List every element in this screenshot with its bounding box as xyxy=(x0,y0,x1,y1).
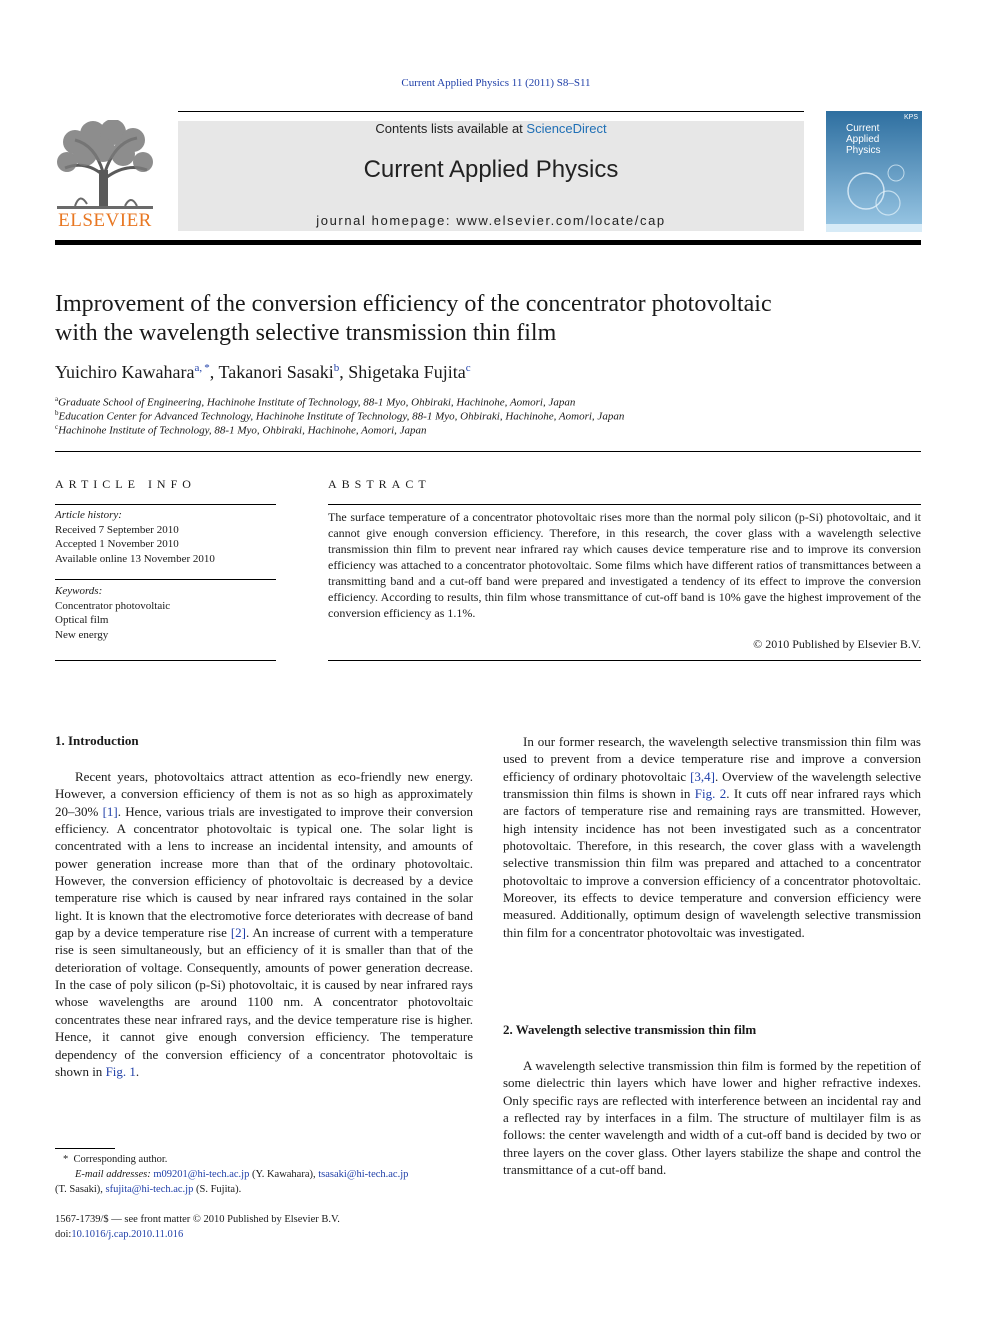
journal-cover xyxy=(826,111,922,232)
cover-title-line1: Current xyxy=(846,123,880,134)
journal-citation[interactable]: Current Applied Physics 11 (2011) S8–S11 xyxy=(401,77,591,89)
abstract-bottom-rule xyxy=(328,660,921,661)
article-info-bottom-rule xyxy=(55,660,276,661)
online-date: Available online 13 November 2010 xyxy=(55,552,215,565)
accepted-date: Accepted 1 November 2010 xyxy=(55,538,179,550)
section-2-paragraph-1: A wavelength selective transmission thin film is formed by the repetition of some dielectric thin layers which have lower and higher refractive indexes. Only specific rays are reflected with interference between an incidental ray and a reflected ray by interfaces in a film. The structure of multilayer film is as follows: the center wavelength and width of a cut-off band is decided by two or three layers on the cover glass. Other layers stabilize the shape and control the transmittance of a cut-off band. xyxy=(503,1058,921,1178)
section-1-heading: 1. Introduction xyxy=(55,733,139,748)
keywords-label: Keywords: xyxy=(55,585,103,597)
issn-line: 1567-1739/$ — see front matter © 2010 Published by Elsevier B.V. xyxy=(55,1214,340,1225)
author-name: Shigetaka Fujita xyxy=(348,362,466,382)
intro-text: . It cuts off near infrared rays which are factors of temperature rise and remaining rays are transmitted. However, high intensity incidence has not been investigated such as a concentrator photovoltaic. Therefore, in this research, the cover glass with a wavelength selective transmission thin film was prepared and attached to a concentrator photovoltaic to improve a conversion efficiency of a concentrator photovoltaic. Moreover, its effects to device temperature and conversion efficiency were measured. Additionally, optimum design of wavelength selective transmission thin film for a concentrator photovoltaic was investigated. xyxy=(503,786,922,940)
doi-label: doi: xyxy=(55,1229,72,1240)
paper-title-line2: with the wavelength selective transmission thin film xyxy=(55,320,557,346)
divider-top xyxy=(55,451,921,452)
elsevier-logo xyxy=(55,120,155,232)
abstract-text: The surface temperature of a concentrator photovoltaic rises more than the normal poly silicon (p-Si) photovoltaic, and it cannot give enough conversion efficiency. Therefore, in this research, the cover glass with a wavelength selective transmission thin film to prevent near infrared ray which causes device temperature rise and to improve its conversion efficiency was attached to a concentrator photovoltaic. Some films which have different ratios of transmittances between a transmitting band and a cut-off band were prepared and investigated a tendency of its effect to improve the conversion efficiency. According to results, thin film whose transmittance of cut-off band is 10% gave the highest improvement of the conversion efficiency as 1.1%. xyxy=(328,510,921,620)
email-owner: (S. Fujita). xyxy=(195,1184,242,1195)
abstract-rule xyxy=(328,504,921,505)
paper-title xyxy=(55,290,921,348)
keyword-item: Concentrator photovoltaic xyxy=(55,599,171,612)
email-label: E-mail addresses: xyxy=(75,1169,151,1180)
affiliation-text: Education Center for Advanced Technology, Hachinohe Institute of Technology, 88-1 Myo, Ohbiraki, Hachinohe, Aomori, Japan xyxy=(58,410,625,423)
affiliation-c xyxy=(55,423,921,437)
affiliation-text: Graduate School of Engineering, Hachinohe Institute of Technology, 88-1 Myo, Ohbiraki, Hachinohe, Aomori, Japan xyxy=(58,396,576,409)
keywords-block xyxy=(55,584,276,642)
intro-text: Recent years, photovoltaics attract attention as eco-friendly new energy. However, a conversion efficiency of them is not as so high as approximately 20–30% xyxy=(55,769,473,819)
intro-text: . An increase of current with a temperature rise is seen simultaneously, but an efficiency of it is smaller than that of the deterioration of voltage. Consequently, amounts of power generation decrease. In the case of poly silicon (p-Si) photovoltaic, it is caused by near infrared rays whose wavelengths are around 1100 nm. A concentrator photovoltaic concentrates these near infrared rays, and the device temperature rise is higher. Hence, it cannot give enough conversion efficiency. The temperature dependency of the conversion efficiency of a concentrator photovoltaic is shown in xyxy=(55,925,473,1079)
affiliation-b xyxy=(55,409,921,423)
email-owner: (Y. Kawahara), xyxy=(251,1169,316,1180)
article-info-heading: ARTICLE INFO xyxy=(55,477,196,491)
author-name: Yuichiro Kawahara xyxy=(55,362,195,382)
corresponding-author-label: Corresponding author. xyxy=(73,1154,168,1165)
author-affiliation-mark[interactable]: b xyxy=(333,362,340,374)
paper-title-line1: Improvement of the conversion efficiency of the concentrator photovoltaic xyxy=(55,291,772,317)
intro-text: . Hence, various trials are investigated to improve their conversion efficiency. A concentrator photovoltaic is typical one. The solar light is concentrated with a lens to increase an incidental intensity, and amounts of power generation increase more than that of the ordinary photovoltaic. However, the conversion efficiency of photovoltaic is decreased by a device temperature rise which is caused by near infrared rays contained in the solar light. It is known that the electromotive force deteriorates with decrease of band gap by a device temperature rise xyxy=(55,803,473,941)
abstract-copyright: © 2010 Published by Elsevier B.V. xyxy=(753,637,921,651)
fig-link-2[interactable]: Fig. 2 xyxy=(694,786,727,802)
keyword-item: Optical film xyxy=(55,614,109,626)
affiliation-mark: c xyxy=(55,423,59,431)
article-info-rule xyxy=(55,504,276,505)
front-matter xyxy=(55,1212,475,1242)
author-affiliation-mark[interactable]: c xyxy=(465,362,471,374)
cover-title-line2: Applied xyxy=(846,134,880,145)
author-affiliation-mark[interactable]: a, * xyxy=(194,362,210,374)
abstract-heading: ABSTRACT xyxy=(328,477,431,491)
footnote-star: * xyxy=(63,1154,69,1165)
journal-homepage[interactable]: journal homepage: www.elsevier.com/locate/cap xyxy=(316,213,666,228)
contents-prefix: Contents lists available at xyxy=(375,121,527,136)
history-label: Article history: xyxy=(55,509,122,521)
affiliation-mark: a xyxy=(55,395,59,403)
email-link[interactable]: sfujita@hi-tech.ac.jp xyxy=(105,1184,194,1195)
received-date: Received 7 September 2010 xyxy=(55,523,179,536)
elsevier-wordmark: ELSEVIER xyxy=(58,210,152,231)
cover-title-line3: Physics xyxy=(846,145,881,156)
email-owner: (T. Sasaki), xyxy=(55,1184,103,1195)
ref-link-1[interactable]: [1] xyxy=(102,803,118,819)
author-name: Takanori Sasaki xyxy=(218,362,334,382)
affiliation-text: Hachinohe Institute of Technology, 88-1 Myo, Ohbiraki, Hachinohe, Aomori, Japan xyxy=(58,424,427,437)
ref-link-3-4[interactable]: [3,4] xyxy=(690,768,715,784)
footnote-rule xyxy=(55,1148,115,1149)
section-2-heading: 2. Wavelength selective transmission thin film xyxy=(503,1022,757,1037)
intro-text: . Overview of the wavelength selective transmission thin films is shown in xyxy=(503,768,921,802)
contents-line xyxy=(178,121,804,136)
author-separator: , xyxy=(339,362,349,382)
sciencedirect-link[interactable]: ScienceDirect xyxy=(526,121,607,136)
affiliation-a xyxy=(55,395,921,409)
author-list xyxy=(55,362,921,383)
intro-text: In our former research, the wavelength selective transmission thin film was used to prevent from a device temperature rise and improve a conversion efficiency of ordinary photovoltaic xyxy=(503,734,921,784)
article-history xyxy=(55,508,276,566)
email-link[interactable]: tsasaki@hi-tech.ac.jp xyxy=(318,1169,409,1180)
cover-corner-badge: KPS xyxy=(903,114,918,121)
keyword-item: New energy xyxy=(55,628,109,641)
footnote xyxy=(55,1152,473,1197)
intro-paragraph-1 xyxy=(55,768,473,1080)
header-thick-rule xyxy=(55,240,921,245)
intro-paragraph-2 xyxy=(503,733,921,941)
author-separator: , xyxy=(209,362,219,382)
ref-link-2[interactable]: [2] xyxy=(230,925,246,941)
header-top-rule xyxy=(178,111,804,112)
journal-title: Current Applied Physics xyxy=(363,156,619,183)
keywords-rule xyxy=(55,579,276,580)
intro-text: . xyxy=(135,1063,140,1079)
fig-link-1[interactable]: Fig. 1 xyxy=(105,1063,136,1079)
affiliation-mark: b xyxy=(55,409,59,417)
doi-link[interactable]: 10.1016/j.cap.2010.11.016 xyxy=(71,1229,184,1240)
email-link[interactable]: m09201@hi-tech.ac.jp xyxy=(153,1169,250,1180)
